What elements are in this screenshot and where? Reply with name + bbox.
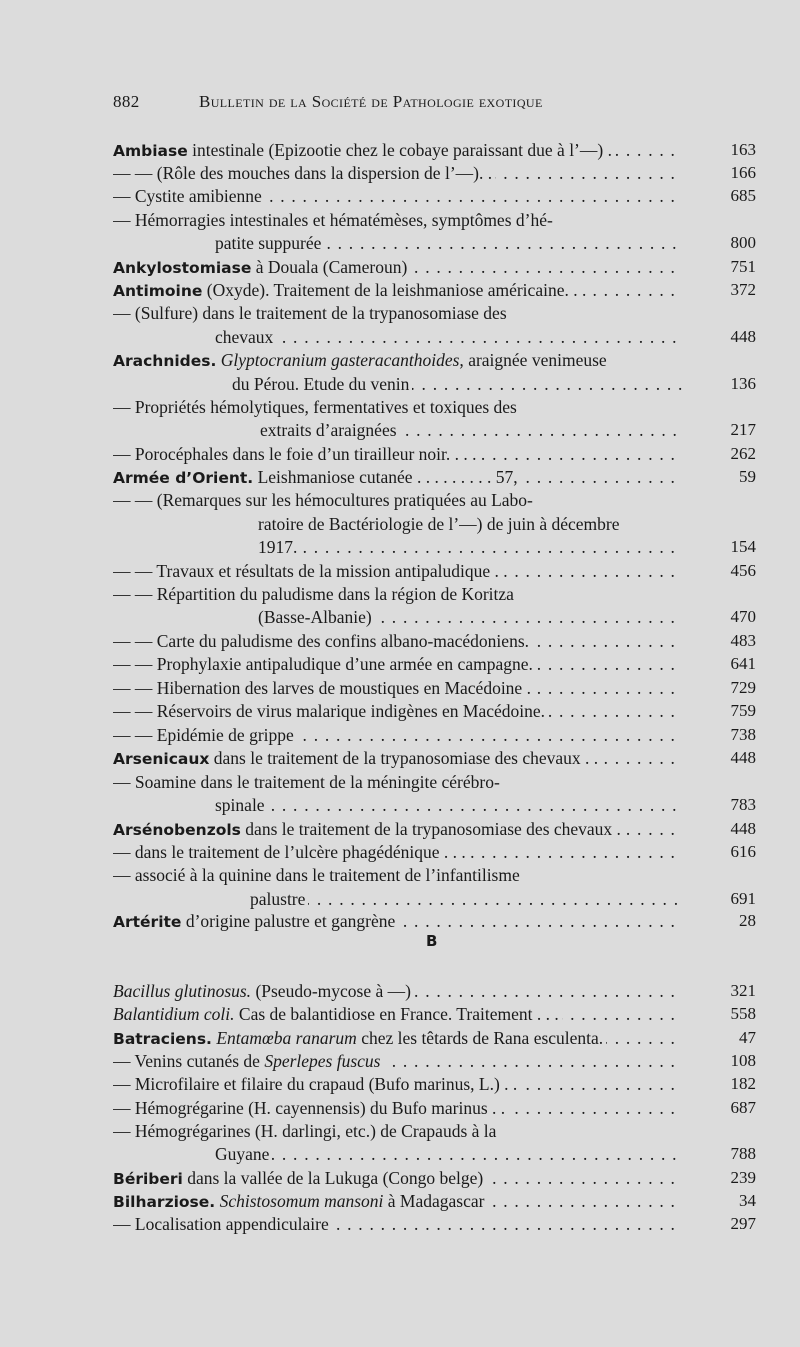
index-line (113, 653, 682, 675)
index-line-text (113, 654, 536, 674)
index-text: d’origine palustre et gangrène (181, 911, 396, 931)
index-line-text (113, 186, 265, 206)
index-line-text (258, 607, 375, 627)
page-reference: 217 (730, 420, 756, 439)
index-line-text (113, 678, 534, 698)
index-line (113, 560, 682, 582)
index-text: — Microfilaire et filaire du crapaud (Bufo marinus, L.) . . (113, 1074, 518, 1094)
index-line (113, 747, 682, 769)
index-line (113, 630, 682, 652)
index-text: dans la vallée de la Lukuga (Congo belge) (182, 1168, 484, 1188)
index-line (113, 162, 682, 184)
index-line-text (113, 748, 601, 768)
index-line-text (215, 327, 276, 347)
index-line (113, 864, 682, 886)
index-text: dans le traitement de la trypanosomiase des chevaux . . (209, 748, 599, 768)
index-line (113, 583, 682, 605)
page-reference: 108 (730, 1051, 756, 1070)
index-keyword: Armée d’Orient. (113, 469, 254, 487)
index-keyword: Antimoine (113, 282, 203, 300)
page-reference: 616 (730, 842, 756, 861)
index-line-text (113, 280, 589, 300)
page-reference: 163 (730, 140, 756, 159)
index-keyword: Batraciens. (113, 1030, 212, 1048)
index-text: chevaux (215, 327, 274, 347)
index-line (113, 185, 682, 207)
index-line (215, 326, 682, 348)
index-text: — — Réservoirs de virus malarique indigènes en Macédoine. (113, 701, 546, 721)
index-text: intestinale (Epizootie chez le cobaye paraissant due à l’—) . (187, 140, 612, 160)
index-line (250, 888, 682, 910)
index-line-text (113, 981, 414, 1001)
index-line (113, 677, 682, 699)
index-keyword: Bilharziose. (113, 1193, 216, 1211)
index-line (113, 771, 682, 793)
index-line-text (113, 140, 615, 160)
index-line (215, 1143, 682, 1165)
running-title: Bulletin de la Société de Pathologie exotique (199, 92, 543, 111)
page-reference: 800 (730, 233, 756, 252)
index-keyword: Artérite (113, 913, 182, 931)
index-line-text (250, 889, 308, 909)
page-reference: 738 (730, 725, 756, 744)
index-line-text (113, 584, 517, 604)
page-reference: 788 (730, 1144, 756, 1163)
index-line-text (113, 467, 521, 487)
page-reference: 239 (730, 1168, 756, 1187)
index-line-text (113, 865, 523, 885)
index-line-text (113, 1121, 499, 1141)
index-line (113, 1213, 682, 1235)
page-reference: 470 (730, 607, 756, 626)
index-line-text (215, 795, 268, 815)
index-text: — Porocéphales dans le foie d’un tirailleur noir. . . . . (113, 444, 486, 464)
page-reference: 182 (730, 1074, 756, 1093)
index-text: dans le traitement de la trypanosomiase des chevaux . (240, 819, 621, 839)
index-line-text (113, 631, 532, 651)
page-reference: 641 (730, 654, 756, 673)
index-line (232, 373, 682, 395)
index-line (113, 396, 682, 418)
page-reference: 691 (730, 889, 756, 908)
index-line-text (113, 701, 548, 721)
page-reference: 448 (730, 327, 756, 346)
index-keyword: Ankylostomiase (113, 259, 252, 277)
page-reference: 59 (739, 467, 756, 486)
index-line-text (113, 1214, 332, 1234)
index-line (258, 513, 682, 535)
index-line (113, 279, 682, 301)
index-text: spinale (215, 795, 265, 815)
index-line-text (215, 1144, 272, 1164)
index-line-text (113, 561, 511, 581)
index-line-text (113, 490, 536, 510)
index-line (215, 794, 682, 816)
index-line (113, 1027, 682, 1049)
index-line (113, 980, 682, 1002)
page-reference: 34 (739, 1191, 756, 1210)
index-line-text (113, 1004, 562, 1024)
index-text: ratoire de Bactériologie de l’—) de juin à décembre (258, 514, 620, 534)
index-line-text (113, 350, 610, 370)
index-line (113, 1190, 682, 1212)
index-text: palustre (250, 889, 306, 909)
index-text: Leishmaniose cutanée . . . . . . . . . 57, (253, 467, 518, 487)
index-line (113, 489, 682, 511)
index-italic-term: Schistosomum mansoni (215, 1191, 384, 1211)
index-text: — — Travaux et résultats de la mission antipaludique . . (113, 561, 508, 581)
index-text: patite suppurée (215, 233, 322, 253)
index-text: — associé à la quinine dans le traitement de l’infantilisme (113, 865, 520, 885)
index-italic-term: Bacillus glutinosus. (113, 981, 252, 1001)
index-text: araignée venimeuse (463, 350, 607, 370)
page-reference: 47 (739, 1028, 756, 1047)
index-keyword: Bériberi (113, 1170, 183, 1188)
index-line-text (113, 1051, 384, 1071)
index-line (113, 1120, 682, 1142)
index-line-text (113, 819, 624, 839)
index-line-text (113, 303, 510, 323)
index-text: du Pérou. Etude du venin (232, 374, 410, 394)
index-line (113, 443, 682, 465)
index-line-text (232, 374, 412, 394)
index-text: — Hémogrégarines (H. darlingi, etc.) de Crapauds à la (113, 1121, 497, 1141)
index-line (113, 1003, 682, 1025)
index-keyword: Arsenicaux (113, 750, 210, 768)
index-line (113, 910, 682, 932)
index-text: — Localisation appendiculaire (113, 1214, 329, 1234)
page-reference: 321 (730, 981, 756, 1000)
index-line (258, 536, 682, 558)
page-reference: 297 (730, 1214, 756, 1233)
index-text: (Oxyde). Traitement de la leishmaniose américaine. . . (202, 280, 587, 300)
page-reference: 729 (730, 678, 756, 697)
page-reference: 687 (730, 1098, 756, 1117)
index-line (113, 1097, 682, 1119)
page-reference: 759 (730, 701, 756, 720)
index-text: — — Prophylaxie antipaludique d’une armée en campagne. (113, 654, 533, 674)
index-text: — Hémogrégarine (H. cayennensis) du Bufo marinus . . (113, 1098, 506, 1118)
index-line-text (113, 1168, 486, 1188)
index-text: — dans le traitement de l’ulcère phagédénique . . . . (113, 842, 475, 862)
index-line (215, 232, 682, 254)
index-text: Guyane (215, 1144, 270, 1164)
index-text: — — Epidémie de grippe (113, 725, 294, 745)
index-line (113, 209, 682, 231)
index-line (113, 1167, 682, 1189)
index-line-text (113, 1074, 520, 1094)
index-text: — (Sulfure) dans le traitement de la trypanosomiase des (113, 303, 507, 323)
index-text: — — Hibernation des larves de moustiques en Macédoine . (113, 678, 531, 698)
index-line (113, 302, 682, 324)
index-line-text (258, 514, 623, 534)
index-text: — Soamine dans le traitement de la méningite cérébro- (113, 772, 500, 792)
index-line-text (113, 1191, 487, 1211)
page-number: 882 (113, 92, 140, 111)
index-line (113, 818, 682, 840)
index-line (258, 606, 682, 628)
page-reference: 166 (730, 163, 756, 182)
index-line-text (113, 725, 297, 745)
page-reference: 372 (730, 280, 756, 299)
index-text: à Douala (Cameroun) (251, 257, 408, 277)
index-line-text (113, 257, 410, 277)
index-line-text (113, 210, 556, 230)
page-reference: 783 (730, 795, 756, 814)
index-keyword: Arachnides. (113, 352, 217, 370)
page-reference: 751 (730, 257, 756, 276)
index-text: Cas de balantidiose en France. Traitement . . . (234, 1004, 559, 1024)
index-text: — — Carte du paludisme des confins albano-macédoniens. (113, 631, 530, 651)
page-reference: 558 (730, 1004, 756, 1023)
page-reference: 154 (730, 537, 756, 556)
page-reference: 136 (730, 374, 756, 393)
index-text: — — (Rôle des mouches dans la dispersion de l’—). . (113, 163, 493, 183)
index-italic-term: Sperlepes fuscus (259, 1051, 381, 1071)
index-line (113, 724, 682, 746)
index-line (260, 419, 682, 441)
index-line (113, 700, 682, 722)
index-line-text (113, 444, 488, 464)
index-line (113, 256, 682, 278)
index-italic-term: Glyptocranium gasteracanthoides, (216, 350, 464, 370)
page-reference: 448 (730, 748, 756, 767)
index-text: — Venins cutanés de (113, 1051, 260, 1071)
index-line-text (113, 842, 478, 862)
page-reference: 483 (730, 631, 756, 650)
index-line (113, 841, 682, 863)
index-keyword: Ambiase (113, 142, 188, 160)
index-line-text (113, 772, 503, 792)
section-letter-b: B (426, 932, 438, 950)
index-line (113, 1073, 682, 1095)
index-keyword: Arsénobenzols (113, 821, 241, 839)
page-reference: 456 (730, 561, 756, 580)
page-reference: 685 (730, 186, 756, 205)
index-line-text (258, 537, 300, 557)
index-text: extraits d’araignées (260, 420, 397, 440)
index-italic-term: Entamœba ranarum (211, 1028, 357, 1048)
index-text: (Pseudo-mycose à —) (251, 981, 411, 1001)
index-text: — Cystite amibienne (113, 186, 262, 206)
index-text: (Basse-Albanie) (258, 607, 372, 627)
index-line-text (113, 1028, 606, 1048)
index-text: 1917. (258, 537, 298, 557)
index-line-text (113, 163, 495, 183)
index-text: — — Répartition du paludisme dans la région de Koritza (113, 584, 514, 604)
index-line (113, 466, 682, 488)
index-text: à Madagascar (383, 1191, 485, 1211)
index-text: — Propriétés hémolytiques, fermentatives et toxiques des (113, 397, 517, 417)
index-line (113, 139, 682, 161)
index-line-text (215, 233, 324, 253)
index-italic-term: Balantidium coli. (113, 1004, 235, 1024)
page-reference: 448 (730, 819, 756, 838)
page-reference: 262 (730, 444, 756, 463)
index-line (113, 349, 682, 371)
index-line-text (260, 420, 400, 440)
index-line-text (113, 911, 398, 931)
index-line (113, 1050, 682, 1072)
index-text: chez les têtards de Rana esculenta. (356, 1028, 604, 1048)
index-text: — — (Remarques sur les hémocultures pratiquées au Labo- (113, 490, 533, 510)
index-text: — Hémorragies intestinales et hématémèses, symptômes d’hé- (113, 210, 553, 230)
index-line-text (113, 1098, 508, 1118)
page-reference: 28 (739, 911, 756, 930)
index-line-text (113, 397, 520, 417)
